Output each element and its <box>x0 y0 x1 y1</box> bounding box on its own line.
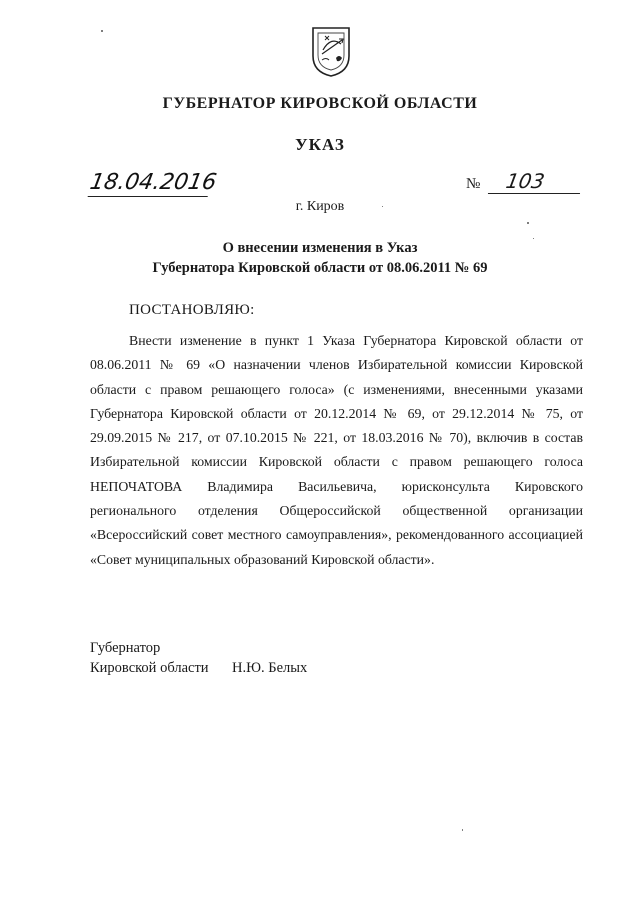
subject-line-2: Губернатора Кировской области от 08.06.2011 № 69 <box>152 260 488 276</box>
organization-title: ГУБЕРНАТОР КИРОВСКОЙ ОБЛАСТИ <box>162 95 478 112</box>
signatory-name: Н.Ю. Белых <box>232 660 308 676</box>
document-type: УКАЗ <box>295 135 345 154</box>
scan-speck <box>382 206 383 207</box>
signatory-title <box>90 638 209 678</box>
decree-date: 18.04.2016 <box>87 170 219 195</box>
subject-line-1: О внесении изменения в Указ <box>222 240 418 256</box>
scan-speck <box>101 30 103 32</box>
number-label: № <box>466 176 481 192</box>
coat-of-arms-icon <box>309 22 353 78</box>
decree-subject <box>0 238 640 278</box>
city: г. Киров <box>295 199 345 214</box>
signatory-title-line-1: Губернатор <box>90 640 161 656</box>
scan-speck <box>462 829 463 831</box>
decree-body: Внести изменение в пункт 1 Указа Губернатора Кировской области от 08.06.2011 № 69 «О назначении членов Избирательной комиссии Кировской области с правом решающего голоса» (с изменениями, внесенными указами Губернатора Кировской области от 20.12.2014 № 69, от 29.12.2014 № 75, от 29.09.2015 № 217, от 07.10.2015 № 221, от 18.03.2016 № 70), включив в состав Избирательной комиссии Кировской области с правом решающего голоса НЕПОЧАТОВА Владимира Васильевича, юрисконсульта Кировского регионального отделения Общероссийской общественной организации «Всероссийский совет местного самоуправления», рекомендованного ассоциацией «Совет муниципальных образований Кировской области». <box>90 333 583 567</box>
scan-speck <box>533 238 534 239</box>
scan-speck <box>527 222 529 224</box>
decree-word: ПОСТАНОВЛЯЮ: <box>129 302 255 318</box>
decree-number: 103 <box>488 170 584 194</box>
signatory-title-line-2: Кировской области <box>90 660 209 676</box>
